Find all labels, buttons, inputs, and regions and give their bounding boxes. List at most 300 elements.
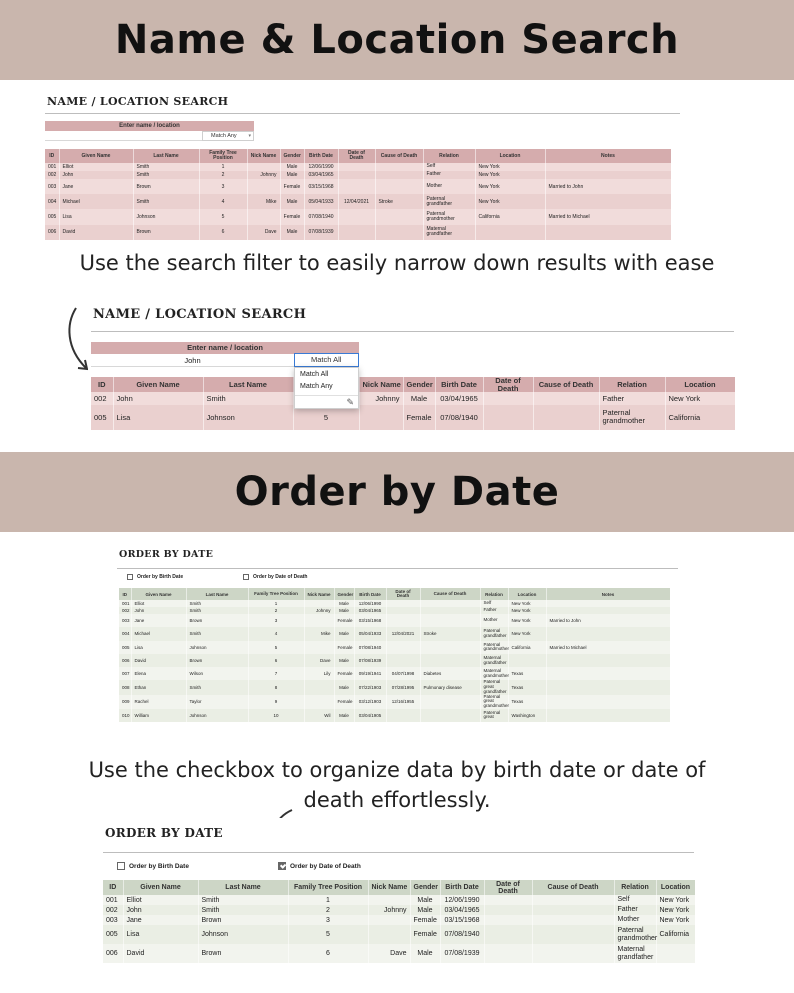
table-row <box>119 680 670 694</box>
table-cell <box>532 905 614 915</box>
table-cell: Brown <box>133 179 199 194</box>
table-cell: Johnson <box>198 925 288 944</box>
table-cell: 001 <box>103 895 123 905</box>
table-cell: Taylor <box>186 695 248 709</box>
table-cell <box>420 600 480 607</box>
table-cell: 05/04/1933 <box>304 194 338 209</box>
table-cell: Self <box>614 895 656 905</box>
table-cell: 07/08/1939 <box>304 225 338 240</box>
column-header: Family Tree Position <box>288 880 368 895</box>
column-header: Date of Death <box>483 377 533 392</box>
table-cell: Johnny <box>247 171 280 179</box>
table-cell <box>338 171 375 179</box>
table-cell: 1 <box>288 895 368 905</box>
table-row <box>119 614 670 627</box>
table-cell <box>386 654 420 667</box>
table-cell: New York <box>665 392 735 405</box>
checkbox-order-birth[interactable] <box>117 862 189 870</box>
table-cell: 9 <box>248 695 304 709</box>
table-cell: David <box>59 225 133 240</box>
table-cell <box>247 209 280 224</box>
column-header: Birth Date <box>354 588 386 600</box>
table-cell: 002 <box>103 905 123 915</box>
table-row <box>119 607 670 614</box>
table-cell: 05/04/1933 <box>354 627 386 640</box>
table-cell: Female <box>334 614 354 627</box>
table-cell: 002 <box>119 607 131 614</box>
table-cell: New York <box>656 895 695 905</box>
table-cell <box>545 194 671 209</box>
table-cell: Female <box>280 179 304 194</box>
table-cell: 002 <box>45 171 59 179</box>
column-header: Nick Name <box>304 588 334 600</box>
table-header-row <box>45 149 671 163</box>
table-cell: 03/04/1965 <box>435 392 483 405</box>
table-cell: Elliot <box>131 600 186 607</box>
table-cell: Smith <box>186 607 248 614</box>
table-cell: 006 <box>103 944 123 963</box>
table-cell: Mother <box>480 614 508 627</box>
table-cell: Pulmonary disease <box>420 680 480 694</box>
table-cell: Johnson <box>133 209 199 224</box>
table-body <box>45 163 671 240</box>
table-cell: 010 <box>119 709 131 722</box>
table-cell: Maternal grandfather <box>480 654 508 667</box>
column-header: Relation <box>614 880 656 895</box>
table-cell: Lisa <box>59 209 133 224</box>
table-cell: Male <box>280 171 304 179</box>
table-cell <box>546 695 670 709</box>
table-cell <box>386 641 420 654</box>
table-cell: John <box>123 905 198 915</box>
table-cell: Dave <box>247 225 280 240</box>
search-label: Enter name / location <box>91 342 359 354</box>
table-cell: 002 <box>91 392 113 405</box>
table-cell <box>508 654 546 667</box>
dropdown-option-match-any[interactable]: Match Any <box>300 383 333 390</box>
table-cell: Jane <box>123 915 198 925</box>
table-cell: Elena <box>131 667 186 680</box>
table-cell: Mother <box>423 179 475 194</box>
caption-order: Use the checkbox to organize data by birth date or date of death effortlessly. <box>88 758 706 812</box>
table-cell: 7 <box>248 667 304 680</box>
table-cell: Brown <box>133 225 199 240</box>
table-cell: 005 <box>103 925 123 944</box>
table-cell <box>420 654 480 667</box>
table-cell: Texas <box>508 680 546 694</box>
table-cell: 4 <box>199 194 247 209</box>
table-cell: Washington <box>508 709 546 722</box>
column-header: Given Name <box>59 149 133 163</box>
table-cell: Johnny <box>304 607 334 614</box>
table-cell: Dave <box>368 944 410 963</box>
banner-name-location-search <box>0 0 794 80</box>
table-cell: Smith <box>186 600 248 607</box>
table-cell <box>545 171 671 179</box>
table-row <box>91 392 735 405</box>
table-cell: 005 <box>119 641 131 654</box>
table-cell <box>546 627 670 640</box>
column-header: Date of Death <box>386 588 420 600</box>
column-header: Nick Name <box>368 880 410 895</box>
table-cell: Male <box>334 600 354 607</box>
chevron-down-icon: ▾ <box>248 133 251 139</box>
table-cell: 003 <box>45 179 59 194</box>
caption-search: Use the search filter to easily narrow down results with ease <box>79 251 715 275</box>
table-cell: Lisa <box>113 405 203 430</box>
search-input[interactable]: John <box>91 354 294 367</box>
table-cell: Johnny <box>359 392 403 405</box>
table-cell: Male <box>280 194 304 209</box>
banner-order-by-date <box>0 452 794 532</box>
column-header: Given Name <box>131 588 186 600</box>
table-cell: 2 <box>248 607 304 614</box>
table-cell: California <box>665 405 735 430</box>
table-cell: 12/06/1990 <box>354 600 386 607</box>
table-cell <box>546 680 670 694</box>
column-header: Birth Date <box>304 149 338 163</box>
sheet-title: NAME / LOCATION SEARCH <box>93 307 307 322</box>
order-table <box>103 880 696 963</box>
column-header: Date of Death <box>484 880 532 895</box>
table-cell: Male <box>410 905 440 915</box>
column-header: Location <box>665 377 735 392</box>
table-cell: 6 <box>248 654 304 667</box>
table-row <box>103 915 695 925</box>
table-cell: Paternal great <box>480 709 508 722</box>
order-panel-death-sorted <box>100 818 696 973</box>
table-cell: Johnson <box>203 405 293 430</box>
column-header: Family Tree Position <box>248 588 304 600</box>
table-cell: Male <box>334 680 354 694</box>
table-cell: Jane <box>59 179 133 194</box>
table-cell: Smith <box>133 194 199 209</box>
table-cell: Paternal grandmother <box>480 641 508 654</box>
table-cell: Ethan <box>131 680 186 694</box>
table-cell <box>484 915 532 925</box>
sheet-title: ORDER BY DATE <box>119 549 214 560</box>
column-header: Relation <box>423 149 475 163</box>
table-cell: Texas <box>508 695 546 709</box>
table-cell <box>420 695 480 709</box>
table-cell <box>546 607 670 614</box>
table-cell: Lily <box>304 667 334 680</box>
table-cell: 03/15/1968 <box>304 179 338 194</box>
table-cell <box>338 225 375 240</box>
table-row <box>103 944 695 963</box>
table-cell <box>484 944 532 963</box>
table-cell: 004 <box>45 194 59 209</box>
table-row <box>119 641 670 654</box>
table-cell: 003 <box>119 614 131 627</box>
table-cell: 07/08/1939 <box>440 944 484 963</box>
table-row <box>119 695 670 709</box>
table-row <box>119 627 670 640</box>
search-input[interactable] <box>45 131 202 141</box>
table-cell: Married to Michael <box>545 209 671 224</box>
table-cell: New York <box>475 163 545 171</box>
table-row <box>119 600 670 607</box>
column-header: Birth Date <box>435 377 483 392</box>
table-cell: 4 <box>248 627 304 640</box>
table-cell: Michael <box>59 194 133 209</box>
table-cell: Elliot <box>123 895 198 905</box>
checkbox-box[interactable] <box>243 574 249 580</box>
table-cell: William <box>131 709 186 722</box>
table-cell <box>304 680 334 694</box>
table-cell: Mike <box>304 627 334 640</box>
table-cell: Smith <box>133 163 199 171</box>
table-cell: Paternal grandmother <box>614 925 656 944</box>
table-cell: Mike <box>247 194 280 209</box>
table-cell: 12/16/1955 <box>386 695 420 709</box>
table-cell: New York <box>475 179 545 194</box>
table-cell: Male <box>410 895 440 905</box>
table-cell: Female <box>410 915 440 925</box>
table-cell: Paternal grandfather <box>423 194 475 209</box>
search-results-table <box>45 149 672 240</box>
table-cell: Male <box>334 607 354 614</box>
table-cell: Smith <box>133 171 199 179</box>
column-header: Family Tree Position <box>199 149 247 163</box>
checkbox-order-death[interactable] <box>278 862 361 870</box>
table-cell: Married to John <box>546 614 670 627</box>
checkbox-order-death[interactable] <box>243 574 307 580</box>
table-cell <box>359 405 403 430</box>
table-cell: 5 <box>248 641 304 654</box>
table-cell: Smith <box>198 895 288 905</box>
table-cell: Female <box>280 209 304 224</box>
table-cell: Married to Michael <box>546 641 670 654</box>
banner-title: Name & Location Search <box>114 17 680 63</box>
table-cell: Male <box>280 225 304 240</box>
table-cell: 006 <box>119 654 131 667</box>
table-cell: John <box>59 171 133 179</box>
table-cell: Wilson <box>186 667 248 680</box>
table-cell: Maternal grandmother <box>480 667 508 680</box>
table-cell: Paternal grandmother <box>599 405 665 430</box>
table-cell: Smith <box>203 392 293 405</box>
table-cell: Female <box>410 925 440 944</box>
table-cell: Michael <box>131 627 186 640</box>
table-cell <box>375 209 423 224</box>
table-row <box>45 163 671 171</box>
table-cell: Smith <box>186 680 248 694</box>
table-cell: Brown <box>198 944 288 963</box>
table-cell <box>304 641 334 654</box>
table-cell: New York <box>508 614 546 627</box>
table-row <box>103 905 695 915</box>
table-cell: 03/04/1965 <box>440 905 484 915</box>
table-cell: 07/22/1903 <box>354 680 386 694</box>
title-rule <box>117 568 678 569</box>
table-cell <box>375 179 423 194</box>
table-cell: Male <box>334 654 354 667</box>
match-mode-select[interactable] <box>202 131 254 141</box>
table-cell <box>532 895 614 905</box>
table-cell <box>545 163 671 171</box>
column-header: Cause of Death <box>375 149 423 163</box>
column-header: Notes <box>545 149 671 163</box>
table-cell <box>475 225 545 240</box>
table-cell <box>386 600 420 607</box>
table-cell: Male <box>334 627 354 640</box>
table-cell <box>375 171 423 179</box>
table-cell: 007 <box>119 667 131 680</box>
table-cell: 5 <box>288 925 368 944</box>
column-header: ID <box>119 588 131 600</box>
table-cell: 005 <box>45 209 59 224</box>
table-cell: 1 <box>248 600 304 607</box>
table-cell: Brown <box>198 915 288 925</box>
dropdown-option-match-all[interactable]: Match All <box>300 371 329 378</box>
column-header: Last Name <box>203 377 293 392</box>
table-cell: Elliot <box>59 163 133 171</box>
table-body <box>91 392 735 430</box>
table-cell: Paternal great grandmother <box>480 695 508 709</box>
table-cell: New York <box>475 171 545 179</box>
table-cell: 8 <box>248 680 304 694</box>
table-cell <box>304 600 334 607</box>
table-header-row <box>91 377 735 392</box>
table-cell: Brown <box>186 654 248 667</box>
table-cell: 12/06/1990 <box>440 895 484 905</box>
table-cell: Married to John <box>545 179 671 194</box>
table-cell <box>386 607 420 614</box>
table-cell: 001 <box>119 600 131 607</box>
column-header: Gender <box>334 588 354 600</box>
table-cell: 03/15/1968 <box>440 915 484 925</box>
search-label: Enter name / location <box>45 121 254 131</box>
column-header: Location <box>656 880 695 895</box>
table-cell <box>420 641 480 654</box>
table-cell: Wil <box>304 709 334 722</box>
sheet-title: NAME / LOCATION SEARCH <box>47 95 229 108</box>
column-header: Date of Death <box>338 149 375 163</box>
table-cell <box>368 925 410 944</box>
column-header: Relation <box>599 377 665 392</box>
table-cell: Johnson <box>186 641 248 654</box>
table-cell: 6 <box>288 944 368 963</box>
table-row <box>119 667 670 680</box>
table-cell: 3 <box>199 179 247 194</box>
table-cell <box>483 392 533 405</box>
table-cell <box>338 179 375 194</box>
table-cell <box>386 709 420 722</box>
table-cell <box>338 163 375 171</box>
column-header: Given Name <box>113 377 203 392</box>
table-cell: Self <box>423 163 475 171</box>
table-cell: 001 <box>45 163 59 171</box>
checkbox-box[interactable] <box>117 862 125 870</box>
table-cell: 2 <box>199 171 247 179</box>
table-cell: Father <box>423 171 475 179</box>
table-cell <box>546 709 670 722</box>
column-header: ID <box>103 880 123 895</box>
checkbox-box[interactable] <box>127 574 133 580</box>
table-cell: 03/15/1968 <box>354 614 386 627</box>
table-cell: Dave <box>304 654 334 667</box>
table-cell <box>247 179 280 194</box>
table-cell: 07/08/1940 <box>304 209 338 224</box>
table-cell: Maternal grandfather <box>614 944 656 963</box>
table-cell: 5 <box>199 209 247 224</box>
table-cell <box>483 405 533 430</box>
table-cell <box>532 915 614 925</box>
table-header-row <box>103 880 695 895</box>
column-header: Gender <box>403 377 435 392</box>
table-cell: 07/08/1940 <box>435 405 483 430</box>
table-cell: Johnny <box>368 905 410 915</box>
table-cell <box>533 405 599 430</box>
table-cell: Male <box>403 392 435 405</box>
table-cell <box>484 895 532 905</box>
table-cell <box>532 925 614 944</box>
table-row <box>45 225 671 240</box>
table-cell: New York <box>475 194 545 209</box>
match-mode-value: Match All <box>311 355 342 364</box>
table-cell: 2 <box>288 905 368 915</box>
table-cell: Father <box>480 607 508 614</box>
table-cell <box>304 614 334 627</box>
table-cell: 07/08/1939 <box>354 654 386 667</box>
match-mode-select[interactable] <box>294 353 359 367</box>
table-cell: 12/04/2021 <box>338 194 375 209</box>
table-cell: 03/12/1903 <box>354 695 386 709</box>
search-panel-overview <box>40 88 685 238</box>
column-header: Nick Name <box>247 149 280 163</box>
table-cell: 03/04/1965 <box>304 171 338 179</box>
table-cell: 3 <box>288 915 368 925</box>
column-header: Last Name <box>133 149 199 163</box>
column-header: Last Name <box>198 880 288 895</box>
checkbox-order-birth[interactable] <box>127 574 183 580</box>
table-cell <box>546 667 670 680</box>
table-cell: 006 <box>45 225 59 240</box>
table-cell: Father <box>599 392 665 405</box>
column-header: Nick Name <box>359 377 403 392</box>
table-cell: 12/06/1990 <box>304 163 338 171</box>
table-row <box>119 709 670 722</box>
table-cell: Johnson <box>186 709 248 722</box>
table-cell <box>546 654 670 667</box>
table-cell <box>420 614 480 627</box>
column-header: Given Name <box>123 880 198 895</box>
title-rule <box>103 852 694 853</box>
table-cell <box>386 614 420 627</box>
column-header: Cause of Death <box>420 588 480 600</box>
column-header: Notes <box>546 588 670 600</box>
column-header: Last Name <box>186 588 248 600</box>
pencil-icon[interactable]: ✎ <box>346 397 354 407</box>
table-cell: 003 <box>103 915 123 925</box>
checkbox-box-checked[interactable] <box>278 862 286 870</box>
table-cell <box>533 392 599 405</box>
table-cell: 12/04/2021 <box>386 627 420 640</box>
table-cell: 04/07/1998 <box>386 667 420 680</box>
table-cell: Lisa <box>131 641 186 654</box>
table-cell: 07/28/1995 <box>386 680 420 694</box>
table-cell <box>484 925 532 944</box>
table-cell: Female <box>403 405 435 430</box>
table-cell <box>368 915 410 925</box>
sheet-title: ORDER BY DATE <box>105 826 223 840</box>
table-cell <box>375 163 423 171</box>
table-cell: Father <box>614 905 656 915</box>
table-row <box>119 654 670 667</box>
table-cell <box>375 225 423 240</box>
table-cell <box>546 600 670 607</box>
